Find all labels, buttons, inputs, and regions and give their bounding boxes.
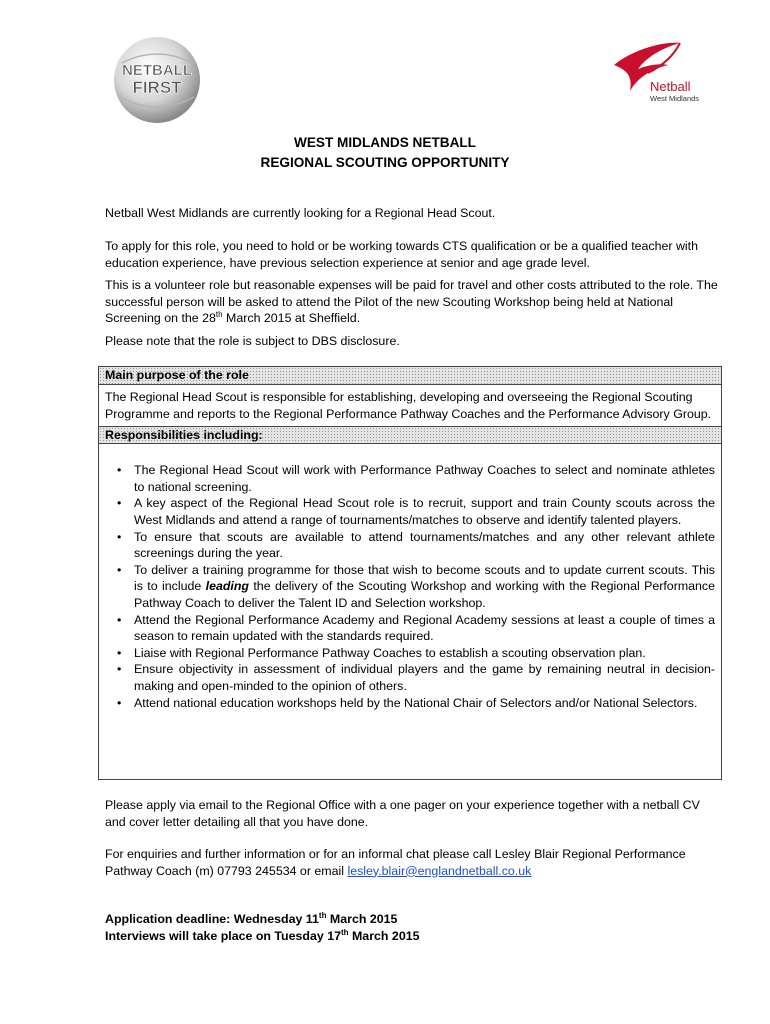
list-item [105,562,715,612]
title-line-1: WEST MIDLANDS NETBALL [294,135,476,150]
role-description-box [98,366,722,780]
interviews-sup: th [340,927,349,937]
list-item: • To ensure that scouts are available to attend tournaments/matches and any other relevant athlete screenings during the year. [105,529,715,562]
email-link[interactable]: lesley.blair@englandnetball.co.uk [347,863,532,878]
item4-emphasis: leading [205,579,249,594]
intro-paragraph-1: Netball West Midlands are currently looking for a Regional Head Scout. [105,206,496,220]
item4-a: To deliver a training programme for those that wish to become scouts and to update current scouts. This is to include [134,562,715,594]
netball-first-logo [112,35,202,125]
intro-p3-b: March 2015 at Sheffield. [222,311,361,326]
responsibilities-list [105,462,715,711]
intro-paragraph-2: To apply for this role, you need to hold or be working towards CTS qualification or be a qualified teacher with education experience, have previous selection experience at senior and age grade level. [105,239,699,270]
netball-west-midlands-logo [608,35,716,115]
logo-right-brand: Netball [650,79,691,94]
list-item: • Attend national education workshops held by the National Chair of Selectors and/or National Selectors. [105,695,715,712]
interviews-a: Interviews will take place on Tuesday 17 [105,929,341,943]
deadline-a: Application deadline: Wednesday 11 [105,912,319,926]
item4-b: the delivery of the Scouting Workshop and working with the Regional Performance Pathway Coach to deliver the Talent ID and Selection workshop. [134,579,716,610]
purpose-heading: Main purpose of the role [99,367,721,385]
apply-paragraph: Please apply via email to the Regional Office with a one pager on your experience together with a netball CV and cover letter detailing all that you have done. [105,798,700,829]
title-line-2: REGIONAL SCOUTING OPPORTUNITY [260,155,510,170]
enquiries-text: For enquiries and further information or for an informal chat please call Lesley Blair Regional Performance Pathway Coach (m) 07793 245534 or email [105,847,686,878]
interview-date [105,928,723,945]
responsibilities-heading: Responsibilities including: [99,426,721,444]
logo-left-line1: NETBALL [122,62,192,79]
application-deadline [105,911,723,928]
logo-right-region: West Midlands [650,94,700,103]
list-item: • A key aspect of the Regional Head Scout role is to recruit, support and train County scouts across the West Midlands and attend a range of tournaments/matches to observe and identify talented players. [105,495,715,528]
list-item: • Liaise with Regional Performance Pathway Coaches to establish a scouting observation plan. [105,645,715,662]
intro-paragraph-4: Please note that the role is subject to DBS disclosure. [105,334,400,348]
list-item: • Attend the Regional Performance Academy and Regional Academy sessions at least a couple of times a season to remain updated with the standards required. [105,612,715,645]
page-title [0,133,770,173]
interviews-b: March 2015 [348,929,420,943]
purpose-text: The Regional Head Scout is responsible for establishing, developing and overseeing the Regional Scouting Programme and reports to the Regional Performance Pathway Coaches and the Performance Advisory Group. [105,390,712,421]
intro-p3-sup: th [215,310,223,320]
intro-paragraph-3 [105,277,723,327]
list-item: • Ensure objectivity in assessment of individual players and the game by remaining neutral in decision-making and open-minded to the opinion of others. [105,661,715,694]
logo-left-line2: FIRST [132,78,182,97]
intro-p3-a: This is a volunteer role but reasonable expenses will be paid for travel and other costs attributed to the role. The successful person will be asked to attend the Pilot of the new Scouting Workshop being held at National Screening on the 28 [105,278,718,326]
deadline-b: March 2015 [326,912,398,926]
deadline-sup: th [318,910,327,920]
list-item: • The Regional Head Scout will work with Performance Pathway Coaches to select and nominate athletes to national screening. [105,462,715,495]
enquiries-paragraph [105,846,723,879]
